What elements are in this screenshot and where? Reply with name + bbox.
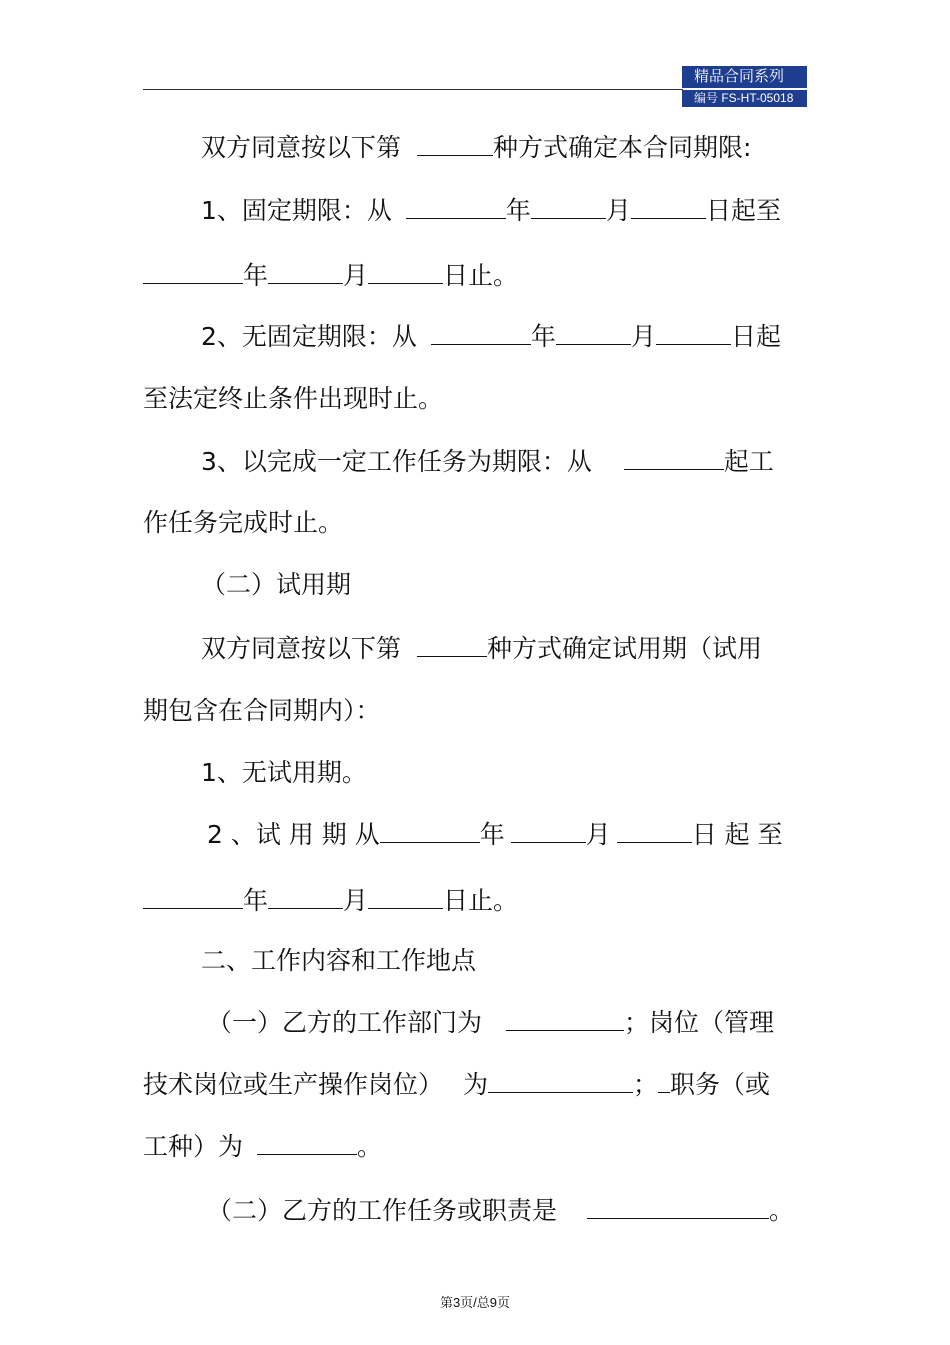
blank-field [268, 259, 343, 284]
blank-field [143, 259, 243, 284]
blank-field [488, 1068, 633, 1093]
blank-field [268, 884, 343, 909]
page-number: 第3页/总9页 [439, 1295, 511, 1310]
header-rule [143, 89, 683, 90]
series-badge: 精品合同系列 [682, 66, 807, 88]
work-department-line: （一）乙方的工作部门为 ；岗位（管理 [207, 1008, 775, 1037]
job-type-line: 工种）为 。 [143, 1132, 383, 1161]
blank-field [587, 1194, 769, 1219]
blank-field [531, 194, 606, 219]
blank-field [624, 445, 724, 470]
blank-field [658, 1068, 670, 1093]
blank-field [656, 320, 731, 345]
blank-field [380, 818, 480, 843]
blank-field [368, 884, 443, 909]
blank-field [406, 194, 506, 219]
blank-field [257, 1130, 357, 1155]
position-line: 技术岗位或生产操作岗位） 为 ； 职务（或 [143, 1070, 771, 1099]
blank-field [368, 259, 443, 284]
blank-field [506, 1006, 624, 1031]
blank-field [417, 632, 487, 657]
open-term-end-line: 至法定终止条件出现时止。 [143, 384, 444, 413]
blank-field [631, 194, 706, 219]
fixed-term-end-line: 年 月 日止。 [143, 259, 805, 293]
task-term-end-line: 作任务完成时止。 [143, 508, 344, 537]
section-heading: 二、工作内容和工作地点 [201, 946, 477, 975]
blank-field [143, 884, 243, 909]
task-term-line: 3、以完成一定工作任务为期限：从 起工 [201, 447, 774, 476]
probation-intro: 双方同意按以下第 种方式确定试用期（试用 [201, 634, 763, 663]
duties-line: （二）乙方的工作任务或职责是 。 [207, 1196, 795, 1225]
doc-code-badge: 编号 FS-HT-05018 [682, 90, 807, 107]
open-term-line: 2、无固定期限：从 年 月 日起 [201, 322, 781, 351]
no-probation-line: 1、无试用期。 [201, 758, 367, 787]
blank-field [431, 320, 531, 345]
fixed-term-line: 1、固定期限：从 年 月 日起至 [201, 196, 781, 225]
blank-field [556, 320, 631, 345]
probation-heading: （二）试用期 [201, 570, 352, 599]
probation-end-line: 年 月 日止。 [143, 884, 805, 918]
blank-field [617, 818, 692, 843]
probation-intro-cont: 期包含在合同期内）： [143, 696, 381, 725]
probation-period-line: 2 、试 用 期 从 年 月 日 起 至 [207, 820, 783, 849]
blank-field [417, 131, 493, 156]
blank-field [511, 818, 586, 843]
contract-term-intro: 双方同意按以下第 种方式确定本合同期限: [201, 133, 752, 162]
